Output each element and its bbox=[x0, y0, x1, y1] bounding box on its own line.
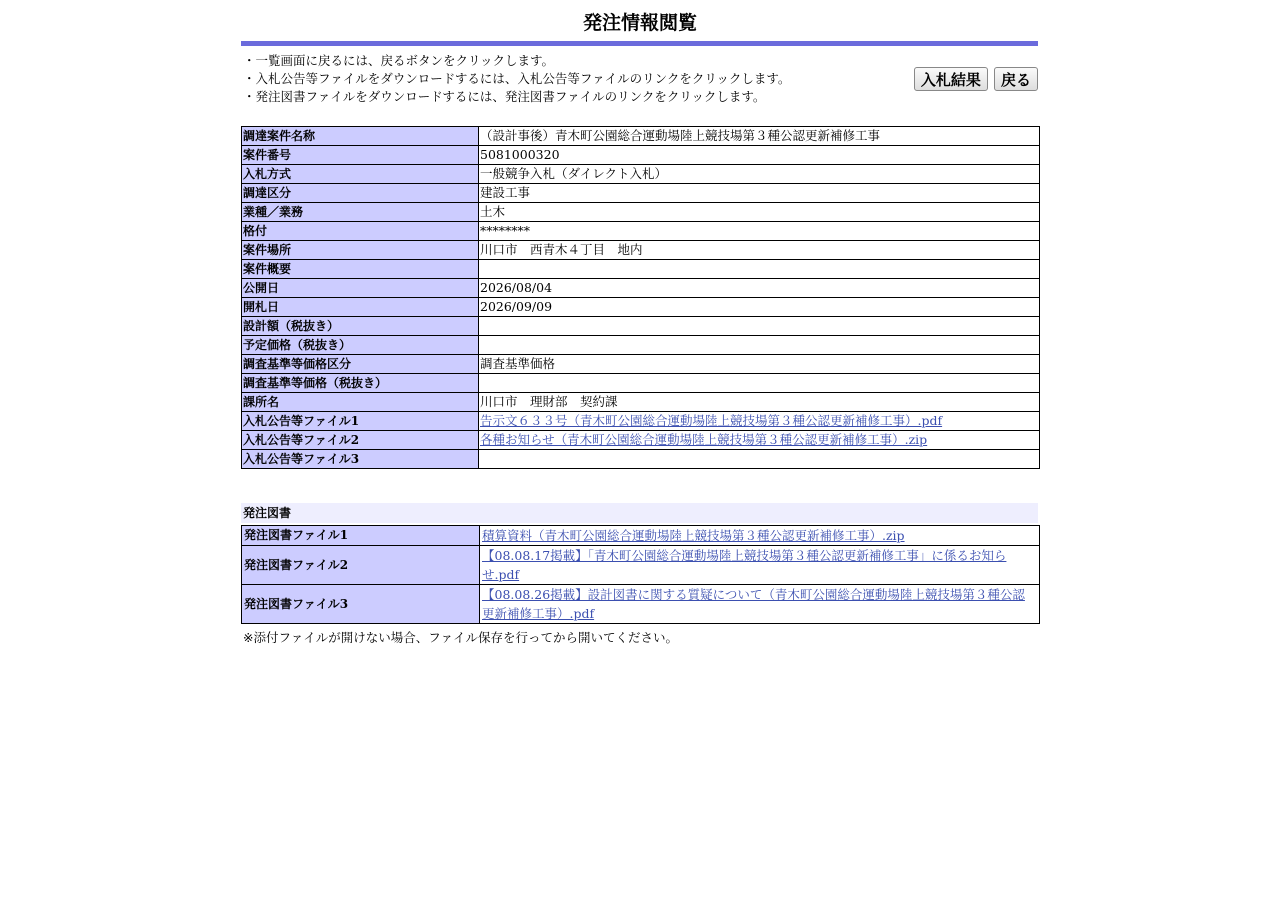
attachment-note: ※添付ファイルが開けない場合、ファイル保存を行ってから開いてください。 bbox=[243, 630, 678, 645]
table-row bbox=[242, 222, 1040, 241]
row-label: 入札公告等ファイル1 bbox=[242, 412, 479, 431]
action-buttons bbox=[913, 67, 1038, 91]
row-label: 開札日 bbox=[242, 298, 479, 317]
row-value bbox=[480, 546, 1040, 585]
table-row bbox=[242, 203, 1040, 222]
row-label: 格付 bbox=[242, 222, 479, 241]
row-label: 入札公告等ファイル2 bbox=[242, 431, 479, 450]
table-row bbox=[242, 355, 1040, 374]
row-label: 発注図書ファイル3 bbox=[242, 585, 480, 624]
row-label: 調査基準等価格（税抜き） bbox=[242, 374, 479, 393]
instruction-line: ・入札公告等ファイルをダウンロードするには、入札公告等ファイルのリンクをクリックします。 bbox=[243, 71, 791, 86]
docs-section-heading: 発注図書 bbox=[241, 503, 1038, 523]
instruction-area bbox=[241, 46, 1039, 126]
row-value bbox=[480, 585, 1040, 624]
instruction-line: ・一覧画面に戻るには、戻るボタンをクリックします。 bbox=[243, 53, 555, 68]
row-label: 発注図書ファイル2 bbox=[242, 546, 480, 585]
row-label: 調達案件名称 bbox=[242, 127, 479, 146]
row-value bbox=[479, 336, 1040, 355]
back-button[interactable]: 戻る bbox=[994, 67, 1038, 91]
row-value: 土木 bbox=[479, 203, 1040, 222]
row-label: 調達区分 bbox=[242, 184, 479, 203]
row-value bbox=[479, 317, 1040, 336]
row-label: 課所名 bbox=[242, 393, 479, 412]
file-link[interactable]: 各種お知らせ（青木町公園総合運動場陸上競技場第３種公認更新補修工事）.zip bbox=[480, 432, 928, 447]
row-label: 調査基準等価格区分 bbox=[242, 355, 479, 374]
row-label: 案件概要 bbox=[242, 260, 479, 279]
row-label: 発注図書ファイル1 bbox=[242, 526, 480, 546]
table-row bbox=[242, 298, 1040, 317]
row-value bbox=[479, 412, 1040, 431]
table-row bbox=[242, 526, 1040, 546]
instruction-list bbox=[243, 52, 790, 106]
row-label: 設計額（税抜き） bbox=[242, 317, 479, 336]
table-row bbox=[242, 279, 1040, 298]
table-row bbox=[242, 127, 1040, 146]
table-row bbox=[242, 450, 1040, 469]
row-value bbox=[479, 260, 1040, 279]
row-label: 公開日 bbox=[242, 279, 479, 298]
table-row bbox=[242, 260, 1040, 279]
table-row bbox=[242, 412, 1040, 431]
row-value: 2026/08/04 bbox=[479, 279, 1040, 298]
file-link[interactable]: 【08.08.26掲載】設計図書に関する質疑について（青木町公園総合運動場陸上競技場第３種公認更新補修工事）.pdf bbox=[482, 587, 1025, 621]
row-value bbox=[480, 526, 1040, 546]
row-label: 案件番号 bbox=[242, 146, 479, 165]
file-link[interactable]: 積算資料（青木町公園総合運動場陸上競技場第３種公認更新補修工事）.zip bbox=[482, 528, 905, 543]
row-value: （設計事後）青木町公園総合運動場陸上競技場第３種公認更新補修工事 bbox=[479, 127, 1040, 146]
row-value: ******** bbox=[479, 222, 1040, 241]
table-row bbox=[242, 431, 1040, 450]
row-value: 川口市 西青木４丁目 地内 bbox=[479, 241, 1040, 260]
table-row bbox=[242, 241, 1040, 260]
file-link[interactable]: 告示文６３３号（青木町公園総合運動場陸上競技場第３種公認更新補修工事）.pdf bbox=[480, 413, 943, 428]
table-row bbox=[242, 184, 1040, 203]
row-value bbox=[479, 450, 1040, 469]
page-title: 発注情報閲覧 bbox=[582, 12, 697, 34]
file-link[interactable]: 【08.08.17掲載】「青木町公園総合運動場陸上競技場第３種公認更新補修工事」に係るお知らせ.pdf bbox=[482, 548, 1007, 582]
order-info-table bbox=[241, 126, 1040, 469]
row-value bbox=[479, 431, 1040, 450]
table-row bbox=[242, 374, 1040, 393]
row-value: 川口市 理財部 契約課 bbox=[479, 393, 1040, 412]
instruction-line: ・発注図書ファイルをダウンロードするには、発注図書ファイルのリンクをクリックします。 bbox=[243, 89, 766, 104]
order-docs-table bbox=[241, 525, 1040, 624]
row-value bbox=[479, 374, 1040, 393]
table-row bbox=[242, 165, 1040, 184]
table-row bbox=[242, 317, 1040, 336]
row-value: 一般競争入札（ダイレクト入札） bbox=[479, 165, 1040, 184]
table-row bbox=[242, 393, 1040, 412]
row-label: 業種／業務 bbox=[242, 203, 479, 222]
row-label: 案件場所 bbox=[242, 241, 479, 260]
page-container bbox=[241, 0, 1039, 646]
bid-result-button[interactable]: 入札結果 bbox=[914, 67, 988, 91]
table-row bbox=[242, 585, 1040, 624]
row-label: 予定価格（税抜き） bbox=[242, 336, 479, 355]
row-value: 建設工事 bbox=[479, 184, 1040, 203]
row-label: 入札公告等ファイル3 bbox=[242, 450, 479, 469]
table-row bbox=[242, 546, 1040, 585]
table-row bbox=[242, 336, 1040, 355]
row-label: 入札方式 bbox=[242, 165, 479, 184]
table-row bbox=[242, 146, 1040, 165]
row-value: 調査基準価格 bbox=[479, 355, 1040, 374]
row-value: 2026/09/09 bbox=[479, 298, 1040, 317]
row-value: 5081000320 bbox=[479, 146, 1040, 165]
